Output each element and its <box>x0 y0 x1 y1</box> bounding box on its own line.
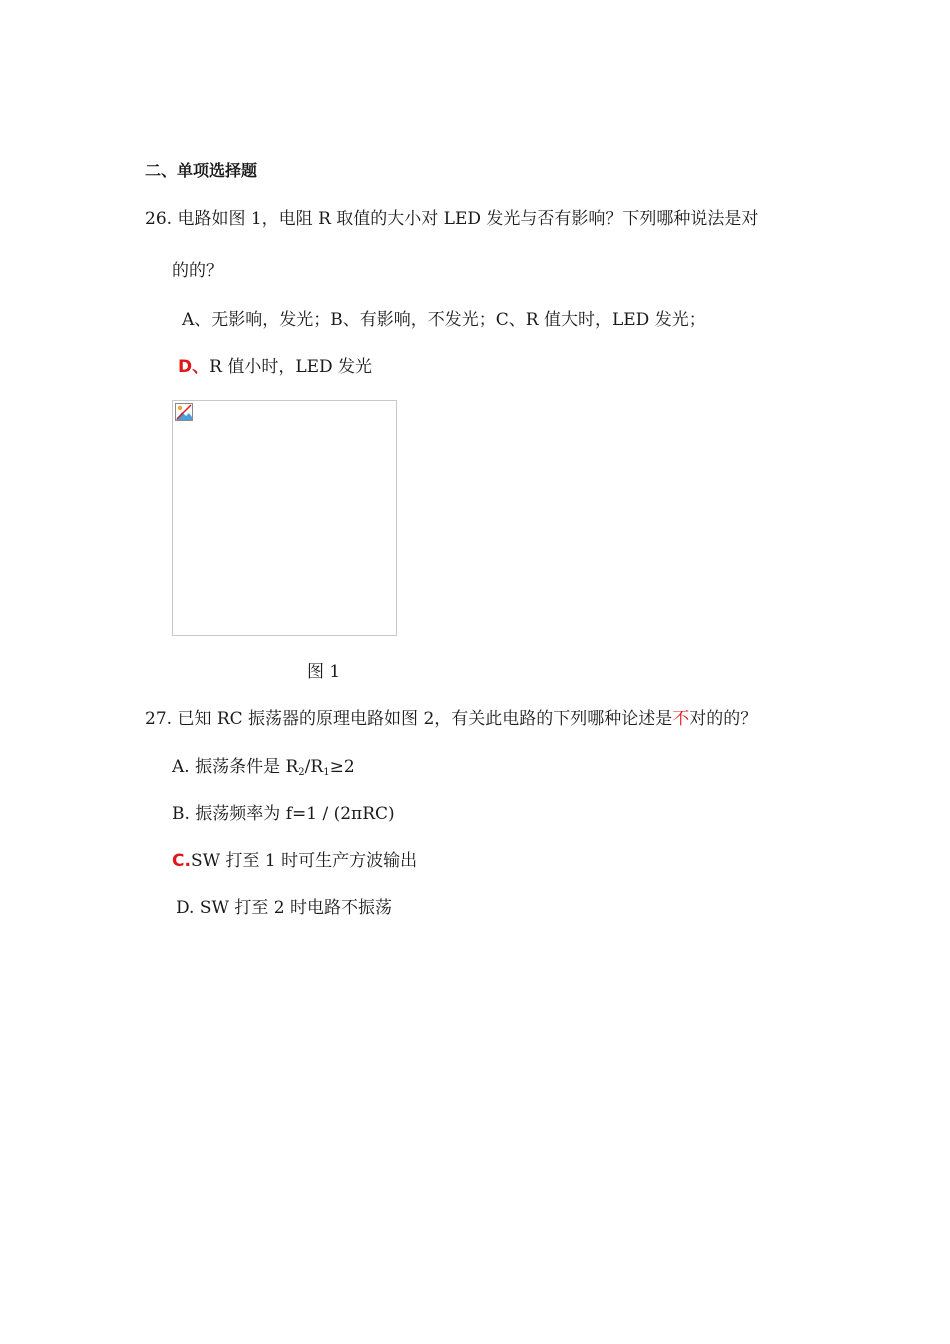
answer-marker-d: D、 <box>178 357 210 377</box>
question-26-option-d <box>178 355 372 379</box>
figure-1-caption: 图 1 <box>307 662 341 682</box>
question-27-prefix: 27. 已知 RC 振荡器的原理电路如图 2，有关此电路的下列哪种论述是 <box>145 709 673 729</box>
question-27-option-c <box>172 849 417 873</box>
question-26-line1: 26. 电路如图 1，电阻 R 取值的大小对 LED 发光与否有影响？下列哪种说法是对 <box>145 209 759 229</box>
question-27-emphasis: 不 <box>672 709 690 729</box>
option-a-sub-2: 1 <box>323 767 330 778</box>
question-27-option-d: D. SW 打至 2 时电路不振荡 <box>176 898 392 918</box>
figure-1-image <box>172 400 397 636</box>
option-a-prefix: A. 振荡条件是 R <box>172 757 299 777</box>
question-27-option-a <box>172 755 355 779</box>
option-a-suffix: ≥2 <box>329 757 355 777</box>
option-d-text: R 值小时，LED 发光 <box>209 357 373 377</box>
option-c-text: SW 打至 1 时可生产方波输出 <box>190 851 418 871</box>
broken-image-icon <box>175 403 193 421</box>
question-27-suffix: 对的的？ <box>689 709 758 729</box>
option-a-mid: /R <box>304 757 324 777</box>
question-27-option-b: B. 振荡频率为 f=1 / (2πRC) <box>172 804 395 824</box>
question-26-options-abc: A、无影响，发光；B、有影响，不发光；C、R 值大时，LED 发光； <box>182 310 706 330</box>
question-27 <box>145 707 757 731</box>
option-a-sub-1: 2 <box>298 767 305 778</box>
section-title: 二、单项选择题 <box>145 161 258 180</box>
question-26-line2: 的的？ <box>172 261 223 281</box>
answer-marker-c: C. <box>172 851 191 871</box>
